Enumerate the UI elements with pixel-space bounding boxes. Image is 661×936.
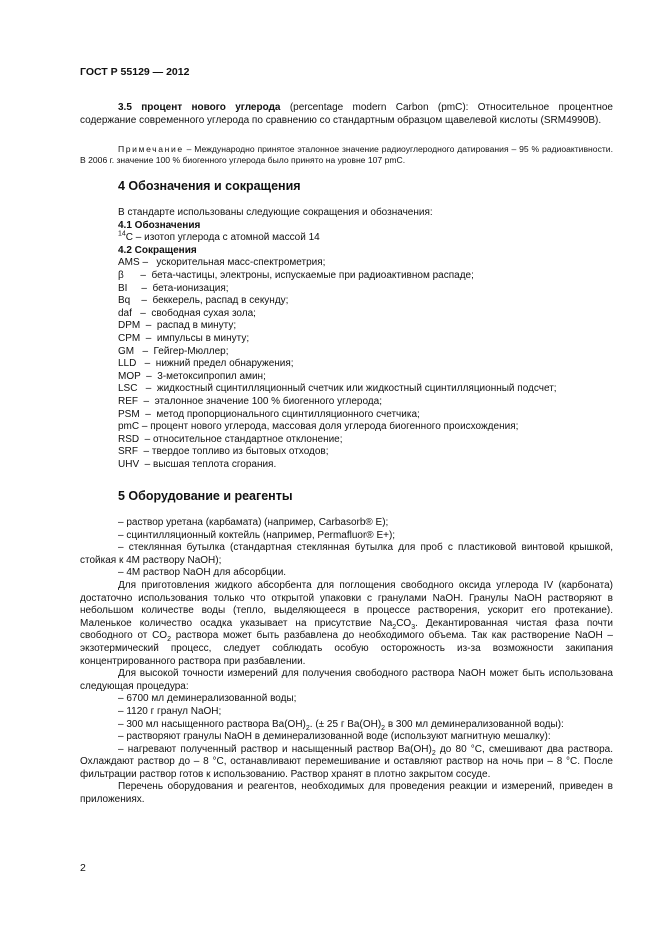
symbol-text: C – изотоп углерода с атомной массой 14 [125, 232, 320, 244]
subsection-4-1-title: 4.1 Обозначения [118, 219, 201, 231]
subscript: 2 [167, 636, 171, 644]
definition-3-5 [80, 102, 613, 127]
procedure-step [80, 744, 613, 782]
procedure-item-baoh [80, 719, 613, 732]
abbr-item: DPM – распад в минуту; [118, 320, 237, 332]
section-5-body [80, 517, 613, 807]
section-4-intro: В стандарте использованы следующие сокращения и обозначения: [118, 207, 433, 218]
paragraph-final: Перечень оборудования и реагентов, необходимых для проведения реакции и измерений, приведен в приложениях. [80, 781, 613, 806]
subscript: 2 [431, 749, 436, 757]
para-text: до 80 °С, смешивают два раствора. Охлаждают раствор до – 8 °С, останавливают перемешивание и оставляют раствор на ночь при – 8 °С. После фильтрации раствор готов к использованию. Раствор хранят в плотно закрытом сосуде. [80, 743, 613, 780]
section-5-title: 5 Оборудование и реагенты [118, 489, 293, 503]
paragraph-procedure-intro: Для высокой точности измерений для получения свободного раствора NaOH может быть использована следующая процедура: [80, 668, 613, 692]
symbol-superscript: 14 [118, 230, 126, 238]
abbr-item: pmC – процент нового углерода, массовая доля углерода биогенного происхождения; [118, 421, 519, 433]
abbr-item: LSC – жидкостный сцинтилляционный счетчик или жидкостный сцинтилляционный подсчет; [118, 383, 557, 395]
abbr-item: Bq – беккерель, распад в секунду; [118, 295, 289, 307]
procedure-item: – 1120 г гранул NaOH; [118, 705, 222, 717]
para-text: . (± 25 г Ba(OH) [309, 718, 382, 730]
page-number: 2 [80, 862, 86, 874]
abbr-item: SRF – твердое топливо из бытовых отходов; [118, 446, 329, 458]
para-text: Для приготовления жидкого абсорбента для поглощения свободного оксида углерода IV (карбоната) достаточно использования только что открытой упаковки с гранулами NaOH. Гранулы NaOH растворяют в небольшом количестве воды (тепло, выделяющееся в процессе растворения, ускорит его протекание). Маленькое количество осадка указывает на присутствие Na [80, 579, 613, 629]
abbr-item: AMS – ускорительная масс-спектрометрия; [118, 257, 326, 269]
abbr-item: RSD – относительное стандартное отклонение; [118, 433, 343, 445]
definition-text: (percentage modern Carbon (pmC): Относительное процентное содержание современного углерода по сравнению со стандартным образцом щавелевой кислоты (SRM4990B). [80, 102, 613, 126]
subscript: 3 [411, 623, 416, 631]
equipment-item-bottle: – стеклянная бутылка (стандартная стеклянная бутылка для проб с пластиковой винтовой крышкой, стойкая к 4М раствору NaOH); [80, 542, 613, 566]
equipment-item: – раствор уретана (карбамата) (например, Carbasorb® E); [118, 517, 389, 528]
subscript: 2 [305, 724, 310, 732]
para-text: в 300 мл деминерализованной воды): [385, 718, 564, 730]
abbr-item: GM – Гейгер-Мюллер; [118, 345, 229, 357]
abbr-item: REF – эталонное значение 100 % биогенного углерода; [118, 395, 382, 407]
paragraph-absorbent [80, 580, 613, 668]
note-label: Примечание [118, 144, 184, 154]
subsection-4-2-title: 4.2 Сокращения [118, 244, 197, 256]
procedure-item: – 6700 мл деминерализованной воды; [118, 693, 297, 705]
equipment-item: – сцинтилляционный коктейль (например, Permafluor® E+); [118, 529, 396, 541]
document-header: ГОСТ Р 55129 — 2012 [80, 66, 190, 78]
para-text: – 300 мл насыщенного раствора Ba(OH) [118, 718, 306, 730]
abbr-item: daf – свободная сухая зола; [118, 307, 256, 319]
abbr-item: CPM – импульсы в минуту; [118, 332, 250, 344]
procedure-step: – растворяют гранулы NaOH в деминерализованной воде (используют магнитную мешалку): [118, 731, 551, 743]
abbr-item: MOP – 3-метоксипропил амин; [118, 370, 266, 382]
para-text: . Декантированная чистая фаза почти свободного от CO [80, 617, 613, 642]
abbr-item: BI – бета-ионизация; [118, 282, 229, 294]
definition-term: 3.5 процент нового углерода [118, 102, 281, 113]
abbr-item: β – бета-частицы, электроны, испускаемые при радиоактивном распаде; [118, 269, 474, 281]
abbr-item: PSM – метод пропорционального сцинтилляционного счетчика; [118, 408, 420, 420]
note-text: – Международно принятое эталонное значение радиоуглеродного датирования – 95 % радиоактивности. В 2006 г. значение 100 % биогенного углерода было принято на уровне 107 pmC. [80, 144, 613, 165]
abbr-item: LLD – нижний предел обнаружения; [118, 358, 294, 370]
para-text: – нагревают полученный раствор и насыщенный раствор Ba(OH) [118, 743, 432, 755]
section-4-body [118, 207, 618, 471]
para-text: CO [396, 617, 412, 629]
abbr-item: UHV – высшая теплота сгорания. [118, 458, 277, 470]
symbol-c14 [118, 232, 618, 245]
subscript: 2 [381, 724, 386, 732]
para-text: раствора может быть разбавлена до необходимого объема. Так как растворение NaOH – экзотермический процесс, следует соблюдать особую осторожность из-за возможности закипания концентрированного раствора при разбавлении. [80, 630, 613, 667]
section-4-title: 4 Обозначения и сокращения [118, 179, 301, 193]
subscript: 2 [392, 623, 397, 631]
equipment-item-naoh: – 4М раствор NaOH для абсорбции. [118, 567, 287, 579]
note-block [80, 144, 613, 166]
